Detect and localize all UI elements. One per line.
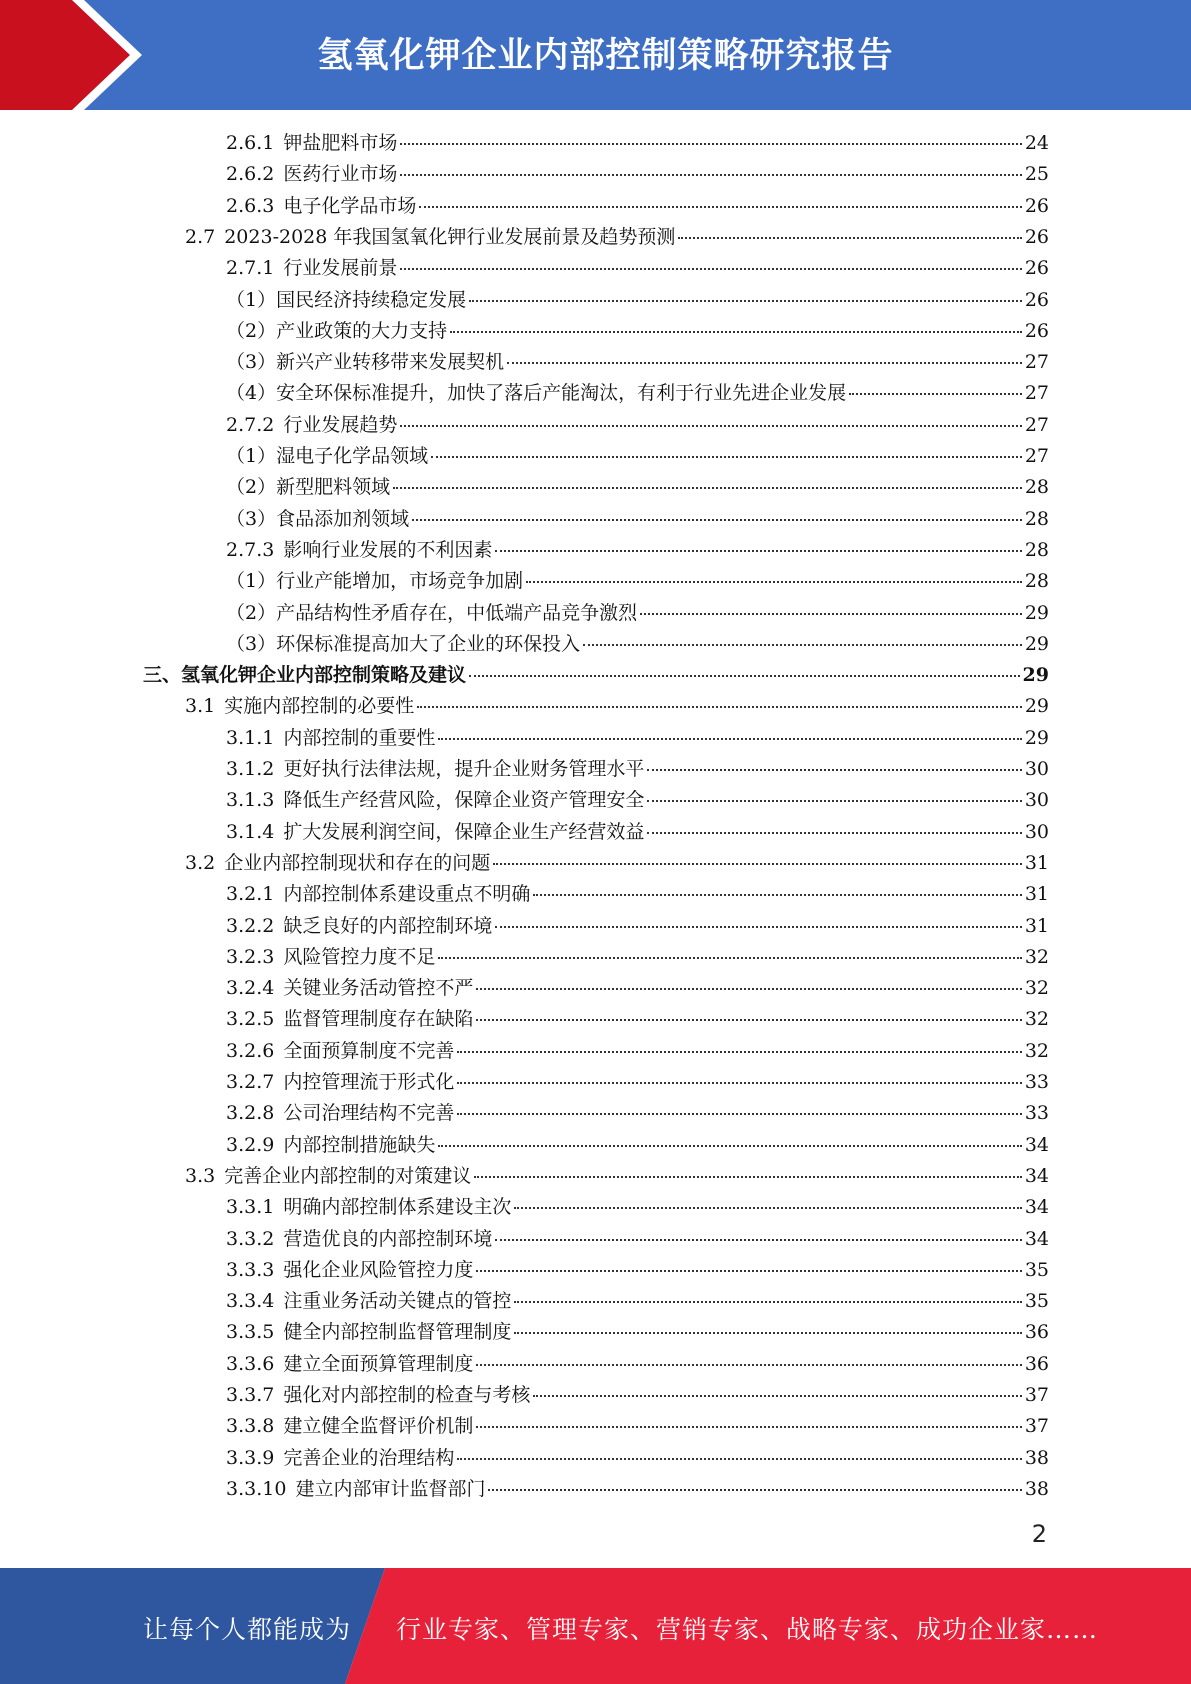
toc-entry-number: 3.1.1 — [226, 726, 275, 749]
toc-entry[interactable] — [226, 1130, 1049, 1161]
toc-dot-leader — [400, 174, 1021, 176]
toc-dot-leader — [647, 800, 1021, 802]
toc-entry[interactable] — [226, 1380, 1049, 1411]
toc-entry-number: 3.2.8 — [226, 1102, 275, 1125]
toc-entry-number: 3.2.6 — [226, 1039, 275, 1062]
toc-entry[interactable] — [226, 785, 1049, 816]
toc-dot-leader — [457, 1113, 1021, 1115]
toc-dot-leader — [419, 206, 1021, 208]
toc-dot-leader — [412, 519, 1022, 521]
toc-entry-page: 38 — [1024, 1446, 1049, 1469]
toc-entry-number: （1） — [226, 445, 277, 467]
toc-entry[interactable] — [226, 1224, 1049, 1255]
toc-entry-page: 32 — [1024, 1039, 1049, 1062]
toc-entry-number: （2） — [226, 476, 277, 499]
toc-entry[interactable] — [226, 410, 1049, 441]
toc-entry[interactable] — [185, 848, 1049, 879]
toc-entry-page: 29 — [1024, 601, 1049, 624]
toc-dot-leader — [514, 1207, 1021, 1209]
toc-entry-label: 产品结构性矛盾存在，中低端产品竞争激烈 — [276, 601, 638, 624]
toc-entry[interactable] — [185, 691, 1049, 722]
toc-dot-leader — [450, 331, 1022, 333]
toc-entry-number: 3.2.2 — [226, 914, 275, 937]
toc-entry[interactable] — [226, 598, 1049, 629]
toc-dot-leader — [495, 926, 1021, 928]
toc-entry-number: 2.6.1 — [226, 132, 275, 154]
toc-entry[interactable] — [226, 1286, 1049, 1317]
toc-entry-page: 37 — [1024, 1415, 1049, 1438]
toc-entry-number: 3.1.4 — [226, 820, 275, 843]
toc-entry-number: 2.7.3 — [226, 538, 275, 561]
toc-entry-page: 30 — [1024, 820, 1049, 843]
toc-entry-page: 26 — [1024, 225, 1049, 248]
toc-dot-leader — [476, 1426, 1021, 1428]
toc-entry-number: 3.1.2 — [226, 758, 275, 780]
toc-entry-page: 25 — [1024, 163, 1049, 186]
toc-dot-leader — [647, 769, 1021, 771]
toc-dot-leader — [457, 1082, 1021, 1084]
toc-entry-number: 3.3.4 — [226, 1290, 275, 1313]
toc-dot-leader — [476, 1364, 1021, 1366]
toc-entry[interactable] — [226, 817, 1049, 848]
toc-entry-number: 3.3.10 — [226, 1477, 287, 1500]
toc-entry-label: 行业产能增加，市场竞争加剧 — [276, 570, 524, 593]
toc-entry-page: 26 — [1024, 257, 1049, 280]
toc-entry-label: 氢氧化钾企业内部控制策略及建议 — [181, 664, 467, 687]
toc-entry-label: 电子化学品市场 — [283, 194, 417, 217]
toc-entry-label: 2023-2028 年我国氢氧化钾行业发展前景及趋势预测 — [224, 225, 676, 248]
toc-entry-label: 行业发展前景 — [283, 257, 398, 280]
toc-entry-number: （1） — [226, 570, 277, 593]
toc-entry[interactable] — [226, 441, 1049, 472]
toc-entry-label: 营造优良的内部控制环境 — [283, 1227, 493, 1250]
toc-entry-number: 3.3.5 — [226, 1321, 275, 1344]
toc-entry-label: 降低生产经营风险，保障企业资产管理安全 — [283, 789, 645, 812]
toc-entry-page: 29 — [1022, 664, 1049, 687]
toc-dot-leader — [514, 1301, 1021, 1303]
toc-entry-page: 29 — [1024, 695, 1049, 718]
toc-entry[interactable] — [226, 566, 1049, 597]
toc-entry-page: 33 — [1024, 1102, 1049, 1125]
toc-entry-page: 30 — [1024, 758, 1049, 780]
toc-entry[interactable] — [226, 942, 1049, 973]
toc-entry-number: 3.3.7 — [226, 1384, 275, 1406]
toc-entry-label: 风险管控力度不足 — [283, 945, 436, 968]
toc-entry-number: 2.6.3 — [226, 194, 275, 217]
toc-entry-page: 32 — [1024, 977, 1049, 1000]
toc-entry-label: 注重业务活动关键点的管控 — [283, 1290, 512, 1313]
toc-entry-number: （3） — [226, 507, 277, 530]
toc-entry[interactable] — [226, 973, 1049, 1004]
toc-dot-leader — [488, 1489, 1021, 1491]
toc-entry-page: 29 — [1024, 726, 1049, 749]
toc-dot-leader — [647, 832, 1021, 834]
toc-entry[interactable] — [226, 911, 1049, 942]
toc-dot-leader — [438, 957, 1021, 959]
toc-entry-page: 28 — [1024, 507, 1049, 530]
toc-dot-leader — [533, 1395, 1021, 1397]
toc-entry-label: 环保标准提高加大了企业的环保投入 — [276, 632, 581, 655]
toc-dot-leader — [457, 1458, 1021, 1460]
toc-dot-leader — [438, 738, 1021, 740]
toc-entry[interactable] — [226, 879, 1049, 910]
toc-entry[interactable] — [226, 1317, 1049, 1348]
toc-entry-label: 影响行业发展的不利因素 — [283, 538, 493, 561]
toc-entry[interactable] — [226, 316, 1049, 347]
toc-entry-label: 食品添加剂领域 — [276, 507, 410, 530]
toc-dot-leader — [469, 300, 1022, 302]
toc-dot-leader — [583, 644, 1022, 646]
toc-entry-page: 30 — [1024, 789, 1049, 812]
toc-entry-number: 3.3.6 — [226, 1352, 275, 1375]
toc-dot-leader — [476, 1019, 1021, 1021]
toc-entry-number: 3.3.3 — [226, 1258, 275, 1281]
toc-entry-page: 27 — [1024, 382, 1049, 405]
toc-dot-leader — [493, 863, 1022, 865]
toc-entry-number: 三、 — [143, 664, 182, 687]
toc-dot-leader — [438, 1145, 1021, 1147]
toc-entry-number: 3.3.2 — [226, 1227, 275, 1250]
toc-entry-page: 35 — [1024, 1290, 1049, 1313]
toc-dot-leader — [393, 487, 1022, 489]
toc-dot-leader — [474, 1176, 1022, 1178]
toc-entry-page: 31 — [1024, 914, 1049, 937]
toc-entry-page: 36 — [1024, 1321, 1049, 1344]
toc-entry-label: 建立全面预算管理制度 — [283, 1352, 474, 1375]
toc-entry-label: 新型肥料领域 — [276, 476, 391, 499]
toc-entry-page: 27 — [1024, 351, 1049, 374]
toc-entry-number: 2.7.2 — [226, 413, 275, 436]
toc-entry-page: 26 — [1024, 288, 1049, 311]
page-footer — [0, 1568, 1191, 1684]
toc-entry-page: 31 — [1024, 883, 1049, 906]
toc-dot-leader — [476, 988, 1021, 990]
toc-dot-leader — [678, 237, 1021, 239]
toc-entry-number: （2） — [226, 319, 277, 342]
toc-entry-label: 建立内部审计监督部门 — [295, 1477, 486, 1500]
toc-entry-label: 公司治理结构不完善 — [283, 1102, 455, 1125]
page-header — [0, 0, 1191, 110]
toc-entry-page: 35 — [1024, 1258, 1049, 1281]
toc-entry[interactable] — [226, 285, 1049, 316]
toc-entry-page: 33 — [1024, 1071, 1049, 1093]
toc-dot-leader — [533, 894, 1021, 896]
toc-entry-label: 更好执行法律法规，提升企业财务管理水平 — [283, 758, 645, 780]
toc-entry-page: 27 — [1024, 445, 1049, 467]
toc-entry-number: 2.7 — [185, 225, 216, 248]
toc-dot-leader — [400, 268, 1021, 270]
toc-entry-page: 36 — [1024, 1352, 1049, 1375]
toc-entry-page: 28 — [1024, 538, 1049, 561]
toc-entry[interactable] — [226, 378, 1049, 409]
toc-dot-leader — [457, 1051, 1021, 1053]
toc-entry-number: 3.3.9 — [226, 1446, 275, 1469]
toc-entry[interactable] — [226, 347, 1049, 378]
toc-entry-label: 建立健全监督评价机制 — [283, 1415, 474, 1438]
toc-entry-label: 健全内部控制监督管理制度 — [283, 1321, 512, 1344]
toc-entry-label: 安全环保标准提升，加快了落后产能淘汰，有利于行业先进企业发展 — [276, 382, 847, 405]
report-title: 氢氧化钾企业内部控制策略研究报告 — [317, 36, 894, 76]
toc-entry[interactable] — [226, 754, 1049, 785]
toc-entry-label: 明确内部控制体系建设主次 — [283, 1196, 512, 1219]
toc-entry-number: 2.7.1 — [226, 257, 275, 280]
toc-entry-number: 3.3 — [185, 1164, 216, 1187]
toc-entry-label: 强化企业风险管控力度 — [283, 1258, 474, 1281]
toc-entry[interactable] — [226, 1443, 1049, 1474]
toc-entry-number: （3） — [226, 632, 277, 655]
toc-entry-page: 32 — [1024, 945, 1049, 968]
toc-entry-page: 34 — [1024, 1133, 1049, 1156]
toc-entry-page: 27 — [1024, 413, 1049, 436]
toc-entry-number: 3.2.4 — [226, 977, 275, 1000]
toc-entry-number: 3.1.3 — [226, 789, 275, 812]
toc-entry-label: 企业内部控制现状和存在的问题 — [224, 851, 491, 874]
toc-entry-label: 医药行业市场 — [283, 163, 398, 186]
footer-slogan-left: 让每个人都能成为 — [143, 1615, 352, 1644]
toc-dot-leader — [431, 456, 1022, 458]
toc-entry[interactable] — [226, 1474, 1049, 1505]
toc-entry-page: 34 — [1024, 1227, 1049, 1250]
toc-entry-label: 完善企业内部控制的对策建议 — [224, 1164, 472, 1187]
toc-entry-label: 实施内部控制的必要性 — [224, 695, 415, 718]
toc-entry-number: 3.2.3 — [226, 945, 275, 968]
toc-entry-number: 2.6.2 — [226, 163, 275, 186]
toc-entry-label: 行业发展趋势 — [283, 413, 398, 436]
toc-entry-label: 钾盐肥料市场 — [283, 132, 398, 154]
toc-entry-number: 3.1 — [185, 695, 216, 718]
toc-entry-label: 国民经济持续稳定发展 — [276, 288, 467, 311]
toc-entry[interactable] — [143, 660, 1049, 691]
toc-entry[interactable] — [185, 1161, 1049, 1192]
toc-entry-number: 3.2.5 — [226, 1008, 275, 1031]
toc-entry-number: （2） — [226, 601, 277, 624]
toc-entry[interactable] — [226, 629, 1049, 660]
toc-entry-page: 38 — [1024, 1477, 1049, 1500]
toc-entry[interactable] — [226, 1192, 1049, 1223]
toc-entry-page: 28 — [1024, 476, 1049, 499]
toc-entry[interactable] — [226, 1098, 1049, 1129]
toc-entry-page: 26 — [1024, 319, 1049, 342]
toc-entry-number: （4） — [226, 382, 277, 405]
toc-dot-leader — [849, 393, 1022, 395]
toc-dot-leader — [514, 1332, 1021, 1334]
toc-entry-label: 内部控制的重要性 — [283, 726, 436, 749]
toc-entry-label: 内部控制体系建设重点不明确 — [283, 883, 531, 906]
toc-entry[interactable] — [226, 1411, 1049, 1442]
toc-entry-page: 31 — [1024, 851, 1049, 874]
toc-entry[interactable] — [226, 253, 1049, 284]
toc-dot-leader — [417, 706, 1022, 708]
toc-entry[interactable] — [226, 128, 1049, 159]
toc-entry-number: （3） — [226, 351, 277, 374]
toc-entry-label: 缺乏良好的内部控制环境 — [283, 914, 493, 937]
toc-entry-number: （1） — [226, 288, 277, 311]
toc-entry-page: 34 — [1024, 1196, 1049, 1219]
toc-entry[interactable] — [185, 222, 1049, 253]
toc-dot-leader — [526, 581, 1022, 583]
toc-dot-leader — [640, 613, 1022, 615]
toc-entry-page: 29 — [1024, 632, 1049, 655]
footer-slogan-right: 行业专家、管理专家、营销专家、战略专家、成功企业家…… — [396, 1615, 1099, 1644]
toc-dot-leader — [469, 675, 1020, 677]
toc-entry-label: 关键业务活动管控不严 — [283, 977, 474, 1000]
toc-entry-label: 完善企业的治理结构 — [283, 1446, 455, 1469]
toc-entry-number: 3.2 — [185, 851, 216, 874]
toc-entry[interactable] — [226, 191, 1049, 222]
toc-entry[interactable] — [226, 535, 1049, 566]
toc-dot-leader — [400, 425, 1021, 427]
toc-entry[interactable] — [226, 1067, 1049, 1098]
toc-entry[interactable] — [226, 1349, 1049, 1380]
toc-dot-leader — [476, 1270, 1021, 1272]
toc-entry-number: 3.2.7 — [226, 1071, 275, 1093]
toc-entry[interactable] — [226, 723, 1049, 754]
toc-entry-page: 26 — [1024, 194, 1049, 217]
toc-dot-leader — [400, 143, 1021, 145]
toc-entry-label: 湿电子化学品领域 — [276, 445, 429, 467]
toc-entry-page: 34 — [1024, 1164, 1049, 1187]
page-number: 2 — [1031, 1520, 1047, 1548]
toc-entry-page: 32 — [1024, 1008, 1049, 1031]
toc-entry-label: 强化对内部控制的检查与考核 — [283, 1384, 531, 1406]
toc-entry[interactable] — [226, 504, 1049, 535]
toc-entry-page: 24 — [1024, 132, 1049, 154]
toc-dot-leader — [495, 1239, 1021, 1241]
toc-entry-number: 3.3.8 — [226, 1415, 275, 1438]
toc-entry[interactable] — [226, 1036, 1049, 1067]
toc-entry-label: 扩大发展利润空间，保障企业生产经营效益 — [283, 820, 645, 843]
toc-dot-leader — [495, 550, 1021, 552]
toc-entry-number: 3.2.1 — [226, 883, 275, 906]
toc-entry-page: 28 — [1024, 570, 1049, 593]
toc-entry-page: 37 — [1024, 1384, 1049, 1406]
toc-entry[interactable] — [226, 472, 1049, 503]
toc-entry-label: 产业政策的大力支持 — [276, 319, 448, 342]
toc-entry[interactable] — [226, 159, 1049, 190]
toc-entry-label: 监督管理制度存在缺陷 — [283, 1008, 474, 1031]
toc-entry-label: 全面预算制度不完善 — [283, 1039, 455, 1062]
toc-entry-number: 3.2.9 — [226, 1133, 275, 1156]
toc-entry-label: 新兴产业转移带来发展契机 — [276, 351, 505, 374]
toc-entry[interactable] — [226, 1255, 1049, 1286]
toc-entry[interactable] — [226, 1004, 1049, 1035]
toc-entry-number: 3.3.1 — [226, 1196, 275, 1219]
toc-entry-label: 内控管理流于形式化 — [283, 1071, 455, 1093]
toc-dot-leader — [507, 362, 1022, 364]
toc-entry-label: 内部控制措施缺失 — [283, 1133, 436, 1156]
